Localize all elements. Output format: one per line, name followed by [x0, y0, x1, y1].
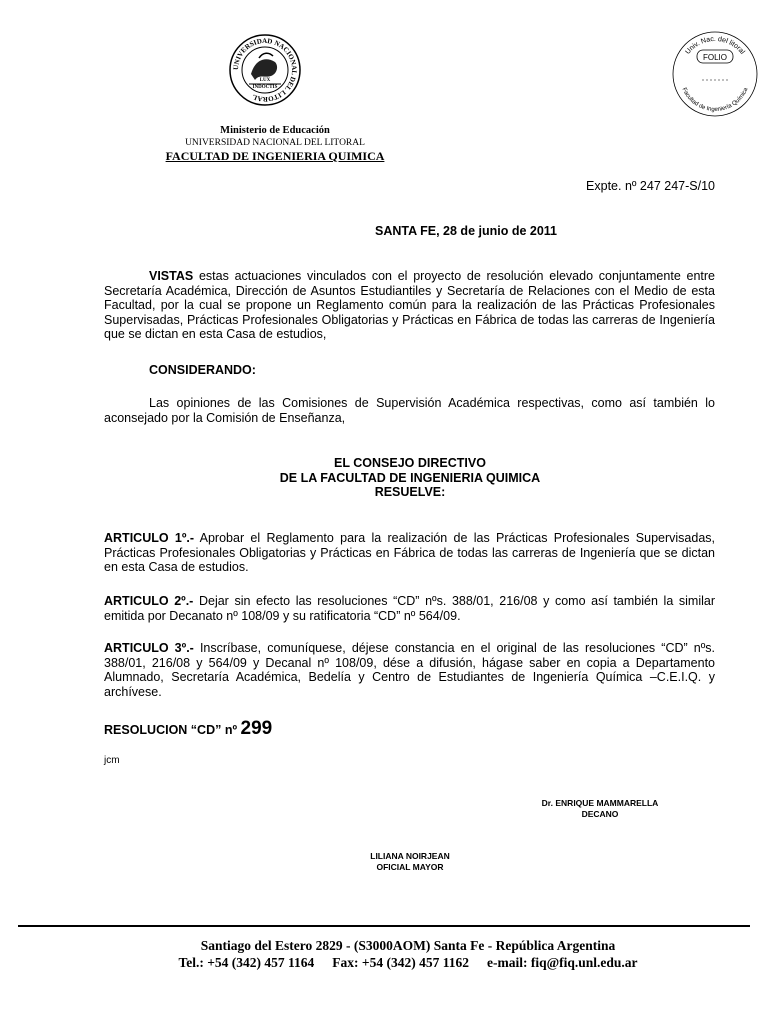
- vistas-section: [104, 269, 715, 342]
- university-seal-logo: [229, 34, 301, 106]
- resolution-number: [104, 718, 272, 740]
- resolution-label: RESOLUCION “CD” nº: [104, 723, 238, 737]
- document-date: SANTA FE, 28 de junio de 2011: [375, 224, 557, 238]
- resolving-body-line1: EL CONSEJO DIRECTIVO: [334, 456, 486, 470]
- ministry-name: Ministerio de Educación: [220, 125, 330, 136]
- file-number: Expte. nº 247 247-S/10: [586, 179, 715, 193]
- resolution-number-value: 299: [240, 718, 273, 739]
- faculty-name: FACULTAD DE INGENIERIA QUIMICA: [165, 149, 385, 163]
- folio-stamp: [670, 30, 760, 118]
- footer-fax: Fax: +54 (342) 457 1162: [332, 955, 469, 970]
- footer-divider: [18, 925, 750, 927]
- article-2: [104, 594, 715, 623]
- resolving-body-line2: DE LA FACULTAD DE INGENIERIA QUIMICA: [279, 470, 541, 485]
- article-1-text: Aprobar el Reglamento para la realización de las Prácticas Profesionales Supervisadas, Prácticas Profesionales Obligatorias y Prácticas en Fábrica de todas las carreras de Ingeniería que se dictan en esta Casa de estudios.: [104, 531, 715, 575]
- svg-text:UNIVERSIDAD NACIONAL DEL LITOR: UNIVERSIDAD NACIONAL DEL LITORAL: [231, 36, 299, 104]
- official-signature-block: [320, 851, 500, 873]
- dean-title: DECANO: [581, 809, 619, 819]
- footer-email: e-mail: fiq@fiq.unl.edu.ar: [486, 955, 638, 970]
- dean-signature-block: [500, 798, 700, 820]
- dean-name: Dr. ENRIQUE MAMMARELLA: [541, 798, 659, 808]
- footer-tel: Tel.: +54 (342) 457 1164: [178, 955, 315, 970]
- svg-text:LUX: LUX: [259, 78, 271, 83]
- resolving-body-line3: RESUELVE:: [374, 485, 446, 499]
- letterhead: [130, 125, 420, 163]
- article-1: [104, 531, 715, 575]
- considerando-title: CONSIDERANDO:: [149, 363, 256, 377]
- vistas-text: estas actuaciones vinculados con el proyecto de resolución elevado conjuntamente entre Secretaría Académica, Dirección de Asuntos Estudiantiles y Secretaría de Relaciones con el Medio de esta Facultad, por la cual se propone un Reglamento común para la realización de las Prácticas Profesionales Supervisadas, Prácticas Profesionales Obligatorias y Prácticas en Fábrica de todas las carreras de Ingeniería que se dictan en esta Casa de estudios,: [104, 269, 715, 342]
- svg-text:FOLIO: FOLIO: [702, 53, 728, 62]
- footer: [0, 937, 770, 971]
- footer-contact: [0, 954, 770, 971]
- article-1-label: ARTICULO 1º.-: [104, 531, 195, 545]
- article-3-label: ARTICULO 3º.-: [104, 641, 194, 655]
- considerando-text: Las opiniones de las Comisiones de Supervisión Académica respectivas, como así también lo aconsejado por la Comisión de Enseñanza,: [104, 396, 715, 425]
- resolving-body: [200, 456, 620, 500]
- considerando-section: [104, 396, 715, 425]
- svg-text:INDOCTIS: INDOCTIS: [252, 85, 278, 90]
- article-2-label: ARTICULO 2º.-: [104, 594, 194, 608]
- footer-address: Santiago del Estero 2829 - (S3000AOM) Santa Fe - República Argentina: [200, 938, 616, 953]
- official-name: LILIANA NOIRJEAN: [370, 851, 450, 861]
- article-2-text: Dejar sin efecto las resoluciones “CD” nºs. 388/01, 216/08 y como así también la similar emitida por Decanato nº 108/09 y su ratificatoria “CD” nº 564/09.: [104, 594, 715, 623]
- article-3: [104, 641, 715, 699]
- university-name: UNIVERSIDAD NACIONAL DEL LITORAL: [185, 138, 365, 148]
- typist-initials: jcm: [104, 755, 120, 766]
- svg-text:Facultad de Ingeniería Química: Facultad de Ingeniería Química: [680, 87, 750, 114]
- svg-text:Univ. Nac. del litoral: Univ. Nac. del litoral: [684, 35, 746, 56]
- official-title: OFICIAL MAYOR: [376, 862, 444, 872]
- article-3-text: Inscríbase, comuníquese, déjese constancia en el original de las resoluciones “CD” nºs. 388/01, 216/08 y 564/09 y Decanal nº 108/09, dése a difusión, hágase saber en copia a Departamento Alumnado, Secretaría Académica, Bedelía y Centro de Estudiantes de Ingeniería Química –C.E.I.Q. y archívese.: [104, 641, 716, 699]
- vistas-label: VISTAS: [149, 269, 194, 283]
